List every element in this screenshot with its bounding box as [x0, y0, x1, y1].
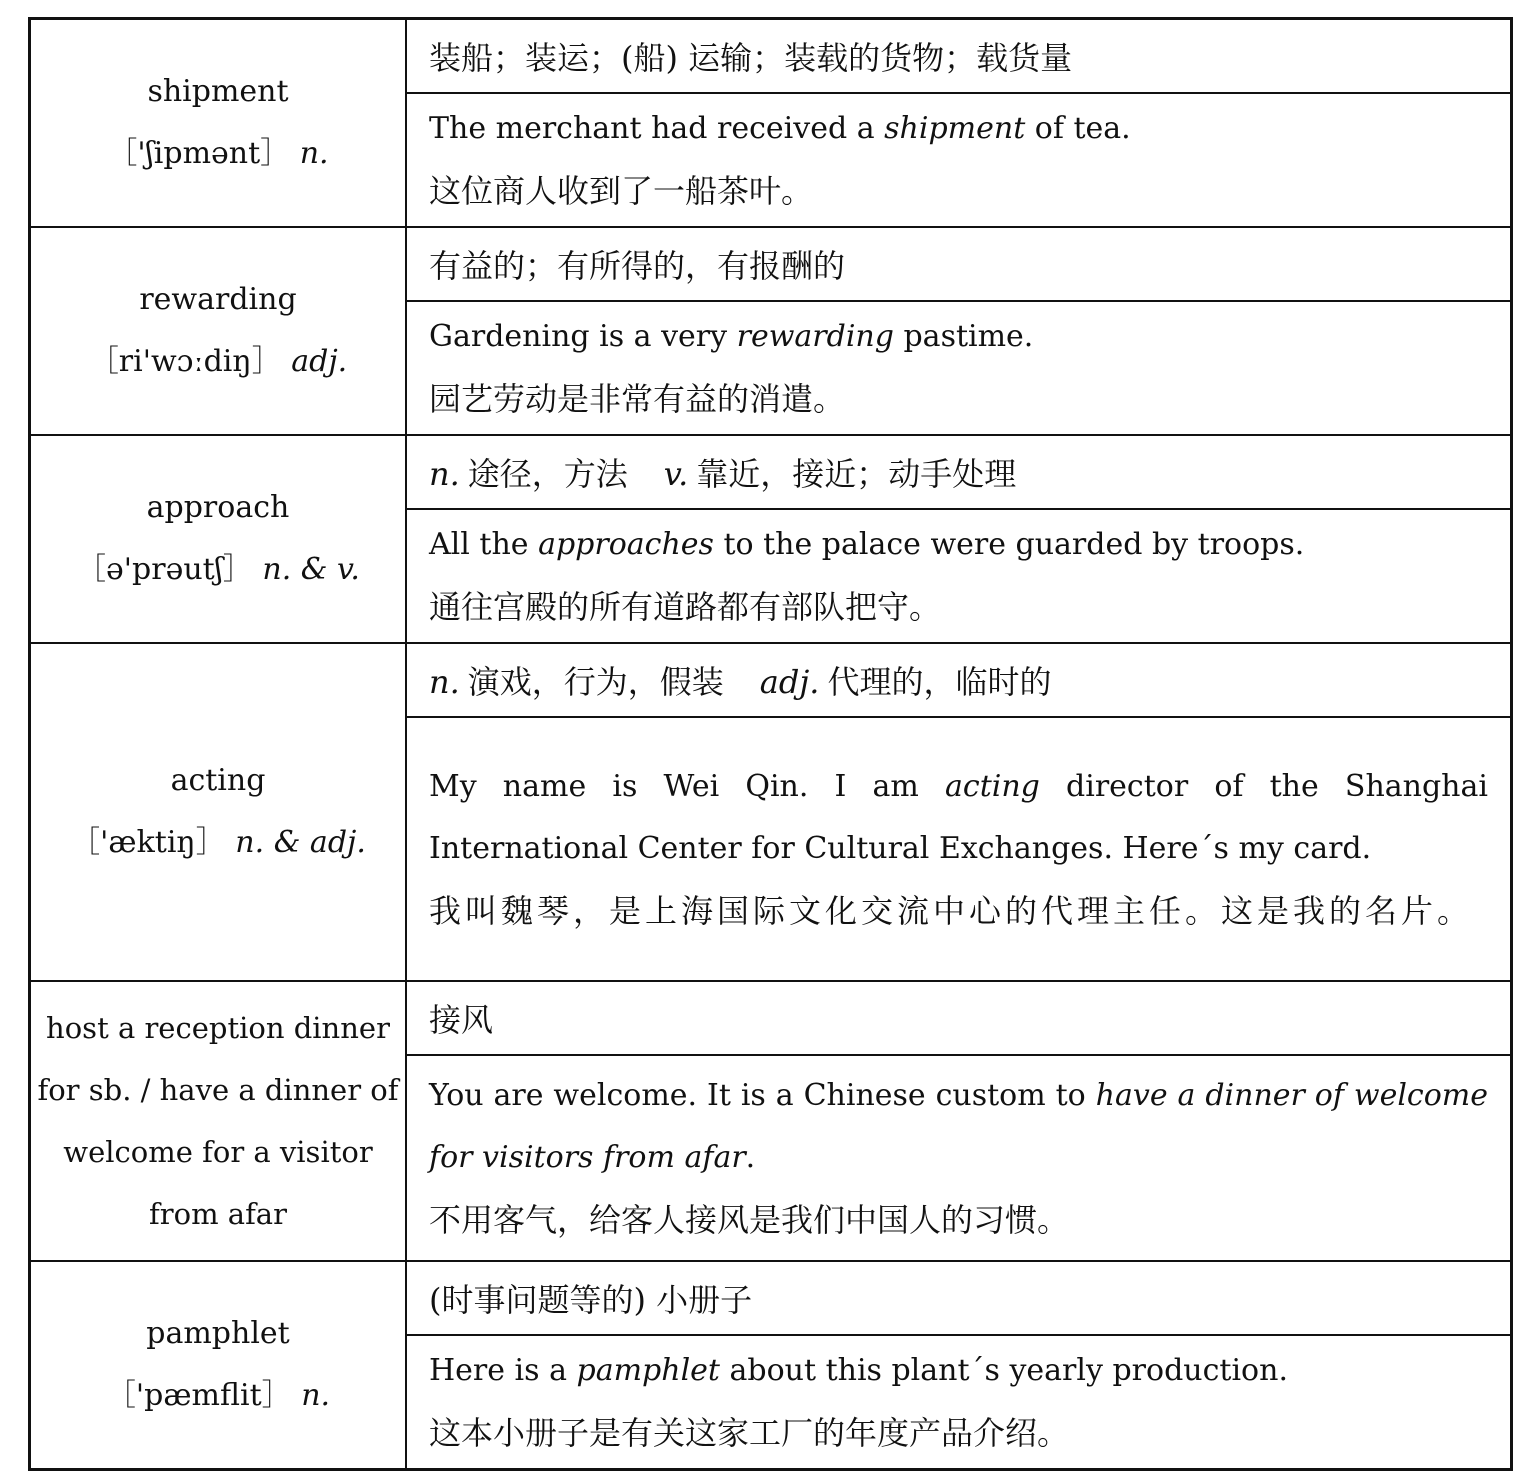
part-of-speech: n. & v. [262, 552, 360, 587]
headword-cell [30, 435, 407, 643]
headword: rewarding [139, 282, 297, 317]
headword-cell [30, 1261, 407, 1470]
entry-definition-row [30, 227, 1512, 301]
entry-definition-row [30, 981, 1512, 1055]
definition-cell: 装船；装运；(船) 运输；装载的货物；载货量 [406, 19, 1512, 94]
phonetic-text: ［'æktiŋ］ [70, 825, 226, 860]
example-text: Gardening is a very [429, 319, 737, 354]
example-sentence [429, 514, 1488, 576]
phonetic-text: ［ri'wɔːdiŋ］ [88, 344, 282, 379]
definition-cell [406, 435, 1512, 509]
example-keyword: approaches [538, 527, 714, 562]
phonetic-text: ［'ʃipmənt］ [107, 136, 291, 171]
definition-text: 途径，方法 [467, 455, 628, 493]
example-text: to the palace were guarded by troops. [713, 527, 1305, 562]
headword: acting [170, 763, 266, 798]
example-keyword: rewarding [736, 319, 894, 354]
entry-definition-row [30, 19, 1512, 94]
headword-cell [30, 19, 407, 228]
example-cell [406, 509, 1512, 643]
example-translation: 这本小册子是有关这家工厂的年度产品介绍。 [429, 1414, 1070, 1452]
entry-definition-row [30, 643, 1512, 717]
example-cell [406, 1055, 1512, 1261]
definition-cell [406, 643, 1512, 717]
headword-cell [30, 227, 407, 435]
example-sentence [429, 1340, 1488, 1402]
headword: host a reception dinner for sb. / have a dinner of welcome for a visitor from afar [37, 1011, 399, 1231]
phonetic [31, 331, 405, 393]
phonetic [31, 123, 405, 185]
example-cell [406, 301, 1512, 435]
example-cell [406, 93, 1512, 227]
example-translation: 这位商人收到了一船茶叶。 [429, 172, 814, 210]
part-of-speech: n. [301, 1378, 331, 1413]
example-keyword: pamphlet [576, 1353, 720, 1388]
definition-text: 代理的，临时的 [827, 663, 1052, 701]
definition-pos: adj. [759, 663, 820, 701]
example-text: My name is Wei Qin. I am [429, 769, 946, 804]
example-text: of tea. [1025, 111, 1131, 146]
example-translation: 不用客气，给客人接风是我们中国人的习惯。 [429, 1201, 1070, 1239]
example-text: Here is a [429, 1353, 577, 1388]
part-of-speech: n. [299, 136, 329, 171]
example-sentence [429, 98, 1488, 160]
headword: approach [146, 490, 290, 525]
example-keyword: shipment [884, 111, 1026, 146]
definition-cell: 有益的；有所得的，有报酬的 [406, 227, 1512, 301]
example-text: All the [429, 527, 539, 562]
example-text: about this plant´s yearly production. [719, 1353, 1288, 1388]
example-keyword: have a dinner of welcome for visitors from afar [429, 1078, 1488, 1175]
example-sentence [429, 306, 1488, 368]
headword: pamphlet [146, 1316, 290, 1351]
example-translation: 园艺劳动是非常有益的消遣。 [429, 380, 846, 418]
example-keyword: acting [945, 769, 1040, 804]
phonetic-text: ［'pæmflit］ [105, 1378, 292, 1413]
example-text: . [745, 1140, 756, 1175]
example-sentence [429, 1065, 1488, 1189]
part-of-speech: n. & adj. [235, 825, 366, 860]
example-translation: 通往宫殿的所有道路都有部队把守。 [429, 588, 942, 626]
entry-definition-row [30, 435, 1512, 509]
phonetic-text: ［ə'prəutʃ］ [76, 552, 253, 587]
definition-text: 演戏，行为，假装 [467, 663, 724, 701]
example-text: You are welcome. It is a Chinese custom to [429, 1078, 1096, 1113]
example-cell [406, 1335, 1512, 1470]
definition-pos: n. [429, 455, 460, 493]
example-cell [406, 717, 1512, 981]
example-text: pastime. [893, 319, 1034, 354]
definition-cell: (时事问题等的) 小册子 [406, 1261, 1512, 1335]
definition-text: 靠近，接近；动手处理 [696, 455, 1017, 493]
headword-cell [30, 643, 407, 981]
headword-cell [30, 981, 407, 1261]
entry-definition-row [30, 1261, 1512, 1335]
definition-cell: 接风 [406, 981, 1512, 1055]
phonetic [31, 812, 405, 874]
definition-pos: v. [663, 455, 689, 493]
vocabulary-table [28, 17, 1513, 1471]
example-text: director of the Shanghai International Center for Cultural Exchanges. Here´s my card. [429, 769, 1488, 866]
example-sentence [429, 756, 1488, 880]
example-translation: 我叫魏琴，是上海国际文化交流中心的代理主任。这是我的名片。 [429, 892, 1474, 930]
example-text: The merchant had received a [429, 111, 885, 146]
headword: shipment [147, 74, 289, 109]
definition-pos: n. [429, 663, 460, 701]
phonetic [31, 1365, 405, 1427]
part-of-speech: adj. [291, 344, 348, 379]
phonetic [31, 539, 405, 601]
